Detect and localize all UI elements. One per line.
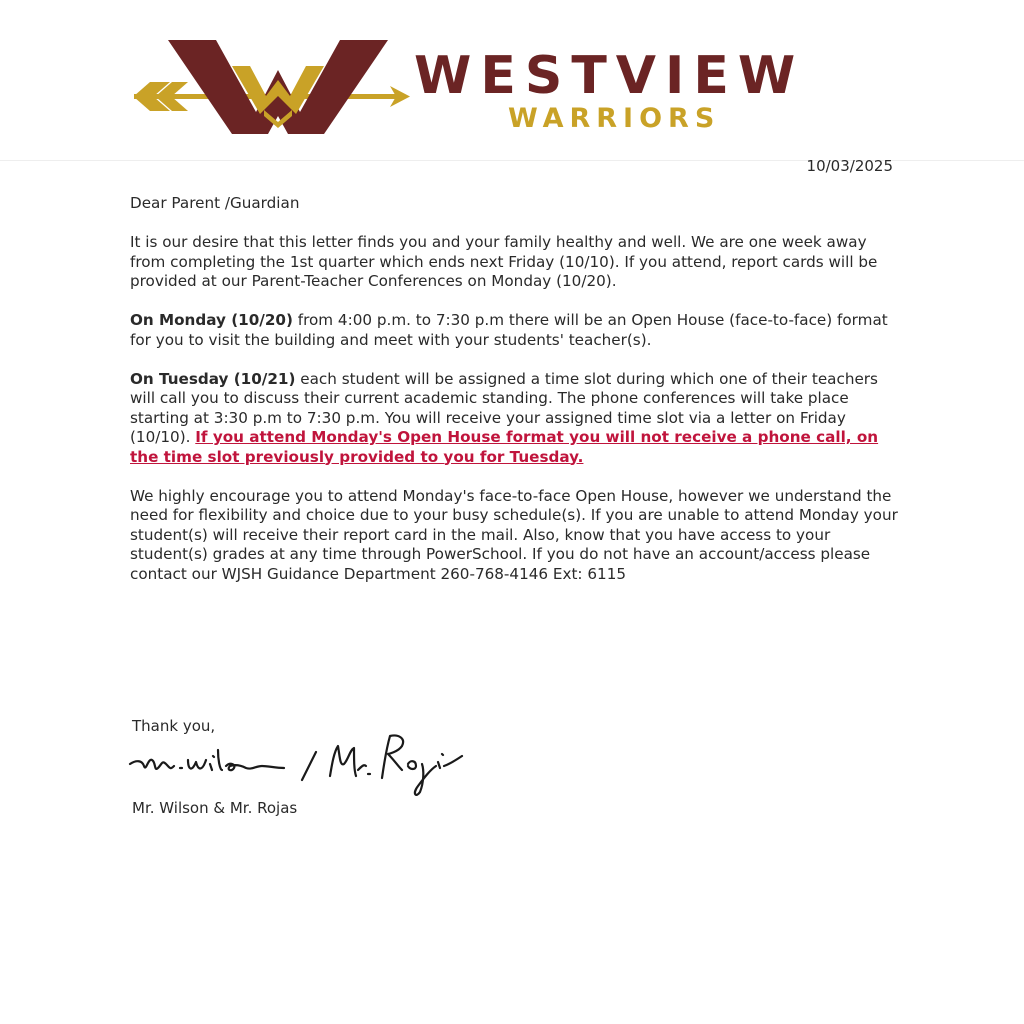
- signer-names: Mr. Wilson & Mr. Rojas: [132, 799, 298, 817]
- letter-body: [130, 194, 900, 604]
- school-name: WESTVIEW: [414, 46, 805, 106]
- monday-lead: On Monday (10/20): [130, 311, 293, 329]
- tuesday-notice: If you attend Monday's Open House format you will not receive a phone call, on the time slot previously provided to you for Tuesday.: [130, 428, 879, 466]
- paragraph-encourage: We highly encourage you to attend Monday's face-to-face Open House, however we understand the need for flexibility and choice due to your busy schedule(s). If you are unable to attend Monday your student(s) will receive their report card in the mail. Also, know that you have access to your student(s) grades at any time through PowerSchool. If you do not have an account/access please contact our WJSH Guidance Department 260-768-4146 Ext: 6115: [130, 486, 898, 583]
- closing: Thank you,: [132, 717, 216, 735]
- paragraph-tuesday: [130, 370, 900, 468]
- handwritten-signature: [126, 720, 466, 800]
- letter-date: 10/03/2025: [806, 157, 893, 175]
- letterhead: [128, 30, 848, 150]
- tuesday-lead: On Tuesday (10/21): [130, 369, 296, 388]
- paragraph-monday: [130, 311, 900, 350]
- monday-text: from 4:00 p.m. to 7:30 p.m there will be an Open House (face-to-face) format for you to visit the building and meet with your students' teacher(s).: [130, 311, 888, 349]
- tuesday-text: each student will be assigned a time slot during which one of their teachers will call you to discuss their current academic standing. The phone conferences will take place starting at 3:30 p.m to 7:30 p.m. You will receive your assigned time slot via a letter on Friday (10/10).: [130, 369, 878, 446]
- paragraph-intro: It is our desire that this letter finds you and your family healthy and well. We are one week away from completing the 1st quarter which ends next Friday (10/10). If you attend, report cards will be provided at our Parent-Teacher Conferences on Monday (10/20).: [130, 233, 878, 290]
- w-arrow-logo-icon: [128, 30, 428, 150]
- school-mascot: WARRIORS: [508, 103, 721, 134]
- salutation: Dear Parent /Guardian: [130, 194, 300, 212]
